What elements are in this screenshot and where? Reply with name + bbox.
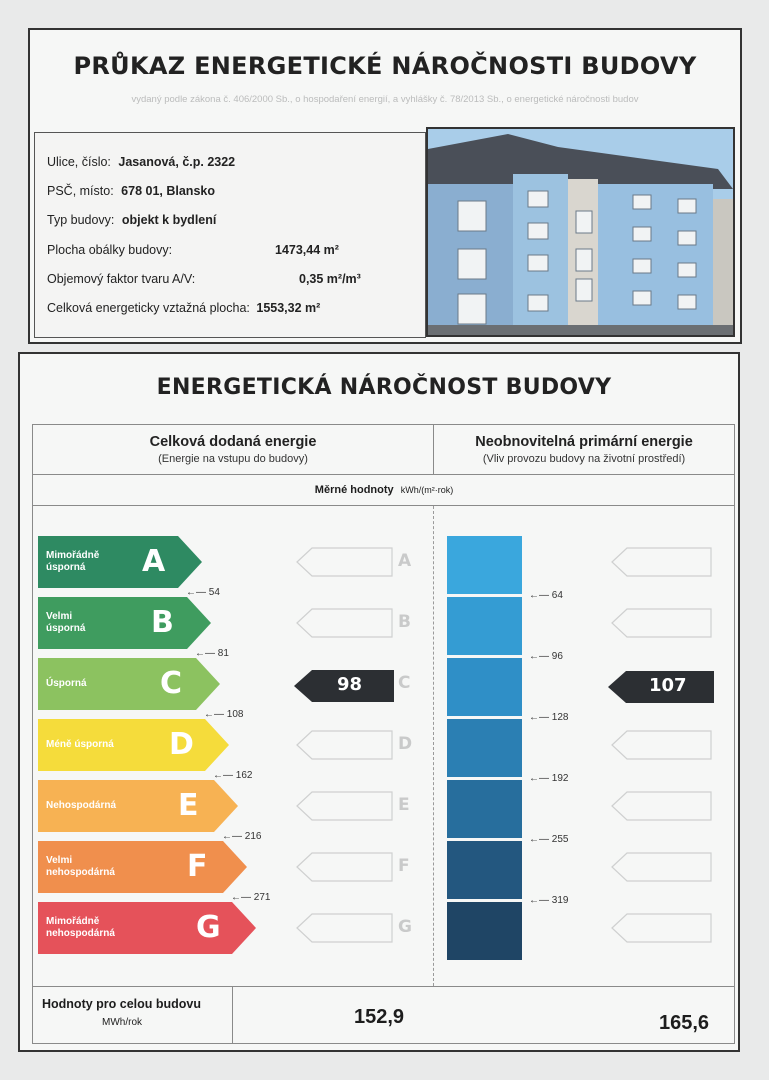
right-header-sub: (Vliv provozu budovy na životní prostředí) xyxy=(482,453,686,465)
band-letter-c: C xyxy=(160,666,183,701)
left-threshold-271: ←— 271 xyxy=(231,892,271,903)
band-label-g xyxy=(46,916,115,940)
grid-total-bottom xyxy=(32,1043,735,1044)
area-label: Celková energeticky vztažná plocha: xyxy=(47,301,250,315)
band-label-line1: Mimořádně xyxy=(46,550,100,561)
right-threshold-128: ←— 128 xyxy=(529,712,569,723)
left-ghost-letter-f: F xyxy=(398,856,410,876)
band-letter-f: F xyxy=(187,849,208,884)
band-label-a xyxy=(46,550,99,574)
left-outline-b xyxy=(296,608,394,640)
left-header-title: Celková dodaná energie xyxy=(149,434,317,450)
left-ghost-letter-c: C xyxy=(398,673,411,693)
total-right-value: 165,6 xyxy=(659,1012,710,1034)
left-threshold-108: ←— 108 xyxy=(204,709,244,720)
street-label: Ulice, číslo: xyxy=(47,155,111,169)
primary-energy-bar-b xyxy=(447,597,522,655)
street-value: Jasanová, č.p. 2322 xyxy=(118,155,236,169)
left-value: 98 xyxy=(337,674,363,695)
left-ghost-letter-e: E xyxy=(398,795,410,815)
band-label-line2: úsporná xyxy=(46,623,86,634)
total-left-value: 152,9 xyxy=(354,1006,405,1028)
specific-values-label xyxy=(33,484,735,496)
grid-divider-dashed xyxy=(433,506,434,986)
band-letter-b: B xyxy=(151,605,174,640)
band-label-line1: Úsporná xyxy=(46,678,87,689)
left-ghost-letter-d: D xyxy=(398,734,413,754)
right-value: 107 xyxy=(649,675,687,696)
primary-energy-bar-e xyxy=(447,780,522,838)
right-column-header xyxy=(434,434,734,465)
band-label-line2: nehospodárná xyxy=(46,928,115,939)
band-label-f xyxy=(46,855,115,879)
specific-unit: kWh/(m²·rok) xyxy=(400,485,454,495)
right-header-title: Neobnovitelná primární energie xyxy=(475,434,693,450)
type-label: Typ budovy: xyxy=(47,213,115,227)
band-label-b xyxy=(46,611,85,635)
right-outline-d xyxy=(611,730,713,762)
grid-head-bottom xyxy=(32,474,735,475)
street-row xyxy=(47,155,235,169)
band-label-c xyxy=(46,678,87,690)
building-photo xyxy=(426,127,735,337)
specific-label: Měrné hodnoty xyxy=(314,484,394,496)
building-info-box xyxy=(34,132,426,338)
band-label-line1: Méně úsporná xyxy=(46,739,114,750)
primary-energy-bar-g xyxy=(447,902,522,960)
right-outline-a xyxy=(611,547,713,579)
left-outline-f xyxy=(296,852,394,884)
total-label: Hodnoty pro celou budovu xyxy=(42,997,202,1011)
postal-row xyxy=(47,184,215,198)
band-letter-e: E xyxy=(178,788,199,823)
type-value: objekt k bydlení xyxy=(121,213,217,227)
envelope-value: 1473,44 m² xyxy=(275,243,339,257)
grid-left xyxy=(32,424,33,1044)
left-outline-a xyxy=(296,547,394,579)
total-unit: MWh/rok xyxy=(102,1017,142,1028)
right-outline-b xyxy=(611,608,713,640)
left-column-header xyxy=(33,434,433,465)
right-threshold-96: ←— 96 xyxy=(529,651,563,662)
postal-value: 678 01, Blansko xyxy=(121,184,215,198)
right-threshold-192: ←— 192 xyxy=(529,773,569,784)
band-label-d xyxy=(46,739,114,751)
band-label-line2: úsporná xyxy=(46,562,86,573)
band-label-e xyxy=(46,800,116,812)
area-value: 1553,32 m² xyxy=(256,301,321,315)
grid-total-split xyxy=(232,986,233,1043)
grid-total-top xyxy=(32,986,735,987)
left-threshold-54: ←— 54 xyxy=(186,587,220,598)
shape-label: Objemový faktor tvaru A/V: xyxy=(47,272,196,286)
band-letter-g: G xyxy=(196,910,221,945)
primary-energy-bar-d xyxy=(447,719,522,777)
area-row xyxy=(47,301,320,315)
band-label-line1: Velmi xyxy=(46,855,73,866)
left-ghost-letter-b: B xyxy=(398,612,411,632)
postal-label: PSČ, místo: xyxy=(47,184,114,198)
left-ghost-letter-a: A xyxy=(398,551,412,571)
left-outline-d xyxy=(296,730,394,762)
primary-energy-bar-c xyxy=(447,658,522,716)
left-threshold-216: ←— 216 xyxy=(222,831,262,842)
right-outline-e xyxy=(611,791,713,823)
band-letter-a: A xyxy=(142,544,166,579)
grid-right xyxy=(734,424,735,1044)
left-header-sub: (Energie na vstupu do budovy) xyxy=(158,453,308,465)
band-label-line2: nehospodárná xyxy=(46,867,115,878)
right-threshold-319: ←— 319 xyxy=(529,895,569,906)
shape-value: 0,35 m²/m³ xyxy=(299,272,361,286)
primary-energy-bar-a xyxy=(447,536,522,594)
document-title: PRŮKAZ ENERGETICKÉ NÁROČNOSTI BUDOVY xyxy=(73,52,697,80)
left-ghost-letter-g: G xyxy=(398,917,412,937)
band-letter-d: D xyxy=(169,727,194,762)
primary-energy-bar-f xyxy=(447,841,522,899)
left-threshold-81: ←— 81 xyxy=(195,648,229,659)
envelope-label: Plocha obálky budovy: xyxy=(47,243,173,257)
grid-sub-bottom xyxy=(32,505,735,506)
left-outline-e xyxy=(296,791,394,823)
right-threshold-255: ←— 255 xyxy=(529,834,569,845)
rating-title: ENERGETICKÁ NÁROČNOST BUDOVY xyxy=(156,375,612,400)
band-label-line1: Velmi xyxy=(46,611,73,622)
band-label-line1: Mimořádně xyxy=(46,916,100,927)
type-row xyxy=(47,213,216,227)
document-subtitle: vydaný podle zákona č. 406/2000 Sb., o hospodaření energií, a vyhlášky č. 78/2013 Sb., o energetické náročnosti budov xyxy=(131,94,639,105)
right-outline-g xyxy=(611,913,713,945)
right-threshold-64: ←— 64 xyxy=(529,590,563,601)
left-outline-g xyxy=(296,913,394,945)
band-label-line1: Nehospodárná xyxy=(46,800,117,811)
left-threshold-162: ←— 162 xyxy=(213,770,253,781)
right-outline-f xyxy=(611,852,713,884)
grid-top xyxy=(32,424,735,425)
